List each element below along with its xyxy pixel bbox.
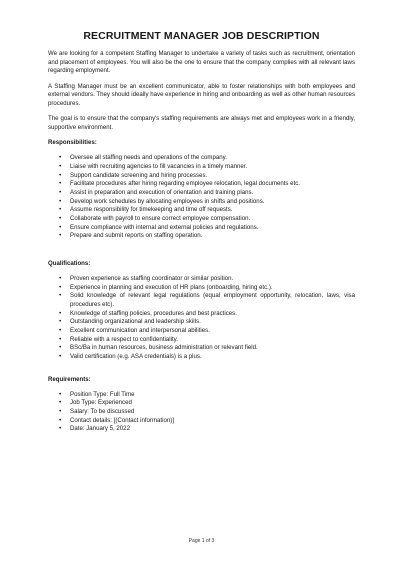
requirements-list — [48, 391, 355, 435]
list-item — [48, 292, 355, 309]
bullet-icon: • — [59, 309, 62, 317]
bullet-icon: • — [59, 407, 62, 415]
list-item-text: Develop work schedules by allocating employees in shifts and positions. — [70, 197, 265, 205]
bullet-icon: • — [59, 215, 62, 223]
list-item-text: Prepare and submit reports on staffing operation. — [70, 232, 203, 240]
list-item — [48, 284, 355, 293]
qualifications-list — [48, 275, 355, 362]
bullet-icon: • — [59, 188, 62, 196]
bullet-icon: • — [59, 223, 62, 231]
list-item — [48, 408, 355, 417]
list-item-text: Excellent communication and interpersonal abilities. — [70, 327, 210, 335]
section-spacer — [48, 241, 355, 254]
list-item-text: Contact details: [(Contact information)] — [70, 416, 174, 424]
list-item-text: Position Type: Full Time — [70, 390, 135, 398]
bullet-icon: • — [59, 399, 62, 407]
bullet-icon: • — [59, 162, 62, 170]
list-item — [48, 399, 355, 408]
list-item — [48, 189, 355, 198]
list-item-text: Assume responsibility for timekeeping and time off requests. — [70, 206, 233, 214]
document-body — [48, 50, 355, 434]
list-item-text: Proven experience as staffing coordinator or similar position. — [70, 274, 234, 282]
list-item — [48, 417, 355, 426]
bullet-icon: • — [59, 353, 62, 361]
list-item — [48, 310, 355, 319]
list-item-text: Oversee all staffing needs and operations of the company. — [70, 154, 227, 162]
list-item-text: Liaise with recruiting agencies to fill vacancies in a timely manner. — [70, 162, 248, 170]
list-item-text: Reliable with a respect to confidentiality. — [70, 335, 178, 343]
list-item — [48, 353, 355, 362]
list-item — [48, 154, 355, 163]
responsibilities-heading: Responsibilities: — [48, 139, 97, 147]
list-item-text: Ensure compliance with internal and external policies and regulations. — [70, 223, 259, 231]
bullet-icon: • — [59, 206, 62, 214]
intro-paragraph: A Staffing Manager must be an excellent communicator, able to foster relationships with both employees and external vendors. They should ideally have experience in hiring and onboarding as well as other human resources procedures. — [48, 82, 355, 108]
list-item — [48, 344, 355, 353]
list-item-text: Assist in preparation and execution of orientation and training plans. — [70, 188, 254, 196]
bullet-icon: • — [59, 154, 62, 162]
list-item — [48, 275, 355, 284]
list-item-text: Salary: To be discussed — [70, 407, 135, 415]
list-item — [48, 206, 355, 215]
list-item-text: Date: January 5, 2022 — [70, 425, 130, 433]
responsibilities-list — [48, 154, 355, 241]
bullet-icon: • — [59, 171, 62, 179]
list-item-text: Job Type: Experienced — [70, 399, 132, 407]
document-title: RECRUITMENT MANAGER JOB DESCRIPTION — [83, 30, 320, 42]
list-item — [48, 336, 355, 345]
list-item-text: Collaborate with payroll to ensure correct employee compensation. — [70, 215, 251, 223]
requirements-heading: Requirements: — [48, 375, 91, 383]
list-item — [48, 224, 355, 233]
bullet-icon: • — [59, 318, 62, 326]
list-item — [48, 425, 355, 434]
list-item — [48, 215, 355, 224]
list-item — [48, 391, 355, 400]
list-item — [48, 318, 355, 327]
list-item — [48, 163, 355, 172]
list-item-text: Experience in planning and execution of HR plans (onboarding, hiring etc.). — [70, 283, 273, 291]
list-item-text: BSc/Ba in human resources, business administration or relevant field. — [70, 344, 258, 352]
bullet-icon: • — [59, 390, 62, 398]
page-number: Page 1 of 3 — [188, 538, 215, 544]
bullet-icon: • — [59, 232, 62, 240]
section-spacer — [48, 362, 355, 370]
list-item — [48, 327, 355, 336]
bullet-icon: • — [59, 283, 62, 291]
list-item-text: Facilitate procedures after hiring regarding employee relocation, legal documents etc. — [70, 180, 300, 188]
list-item — [48, 172, 355, 181]
list-item — [48, 232, 355, 241]
bullet-icon: • — [59, 180, 62, 188]
list-item-text: Valid certification (e.g. ASA credentials) is a plus. — [70, 353, 202, 361]
bullet-icon: • — [59, 335, 62, 343]
intro-paragraph: We are looking for a competent Staffing Manager to undertake a variety of tasks such as recruitment, orientation and placement of employees. You will also be the one to ensure that the company complies with all relevant laws regarding employment. — [48, 50, 355, 75]
bullet-icon: • — [59, 327, 62, 335]
intro-paragraph: The goal is to ensure that the company's staffing requirements are always met and employees work in a friendly, supportive environment. — [48, 115, 355, 132]
list-item-text: Support candidate screening and hiring processes. — [70, 171, 208, 179]
list-item — [48, 180, 355, 189]
list-item-text: Solid knowledge of relevant legal regulations (equal employment opportunity, relocation, laws, visa procedures etc). — [70, 292, 355, 308]
bullet-icon: • — [59, 416, 62, 424]
bullet-icon: • — [59, 274, 62, 282]
qualifications-heading: Qualifications: — [48, 260, 91, 268]
bullet-icon: • — [59, 292, 62, 300]
list-item — [48, 198, 355, 207]
list-item-text: Knowledge of staffing policies, procedures and best practices. — [70, 309, 237, 317]
bullet-icon: • — [59, 197, 62, 205]
bullet-icon: • — [59, 344, 62, 352]
list-item-text: Outstanding organizational and leadership skills. — [70, 318, 201, 326]
bullet-icon: • — [59, 425, 62, 433]
